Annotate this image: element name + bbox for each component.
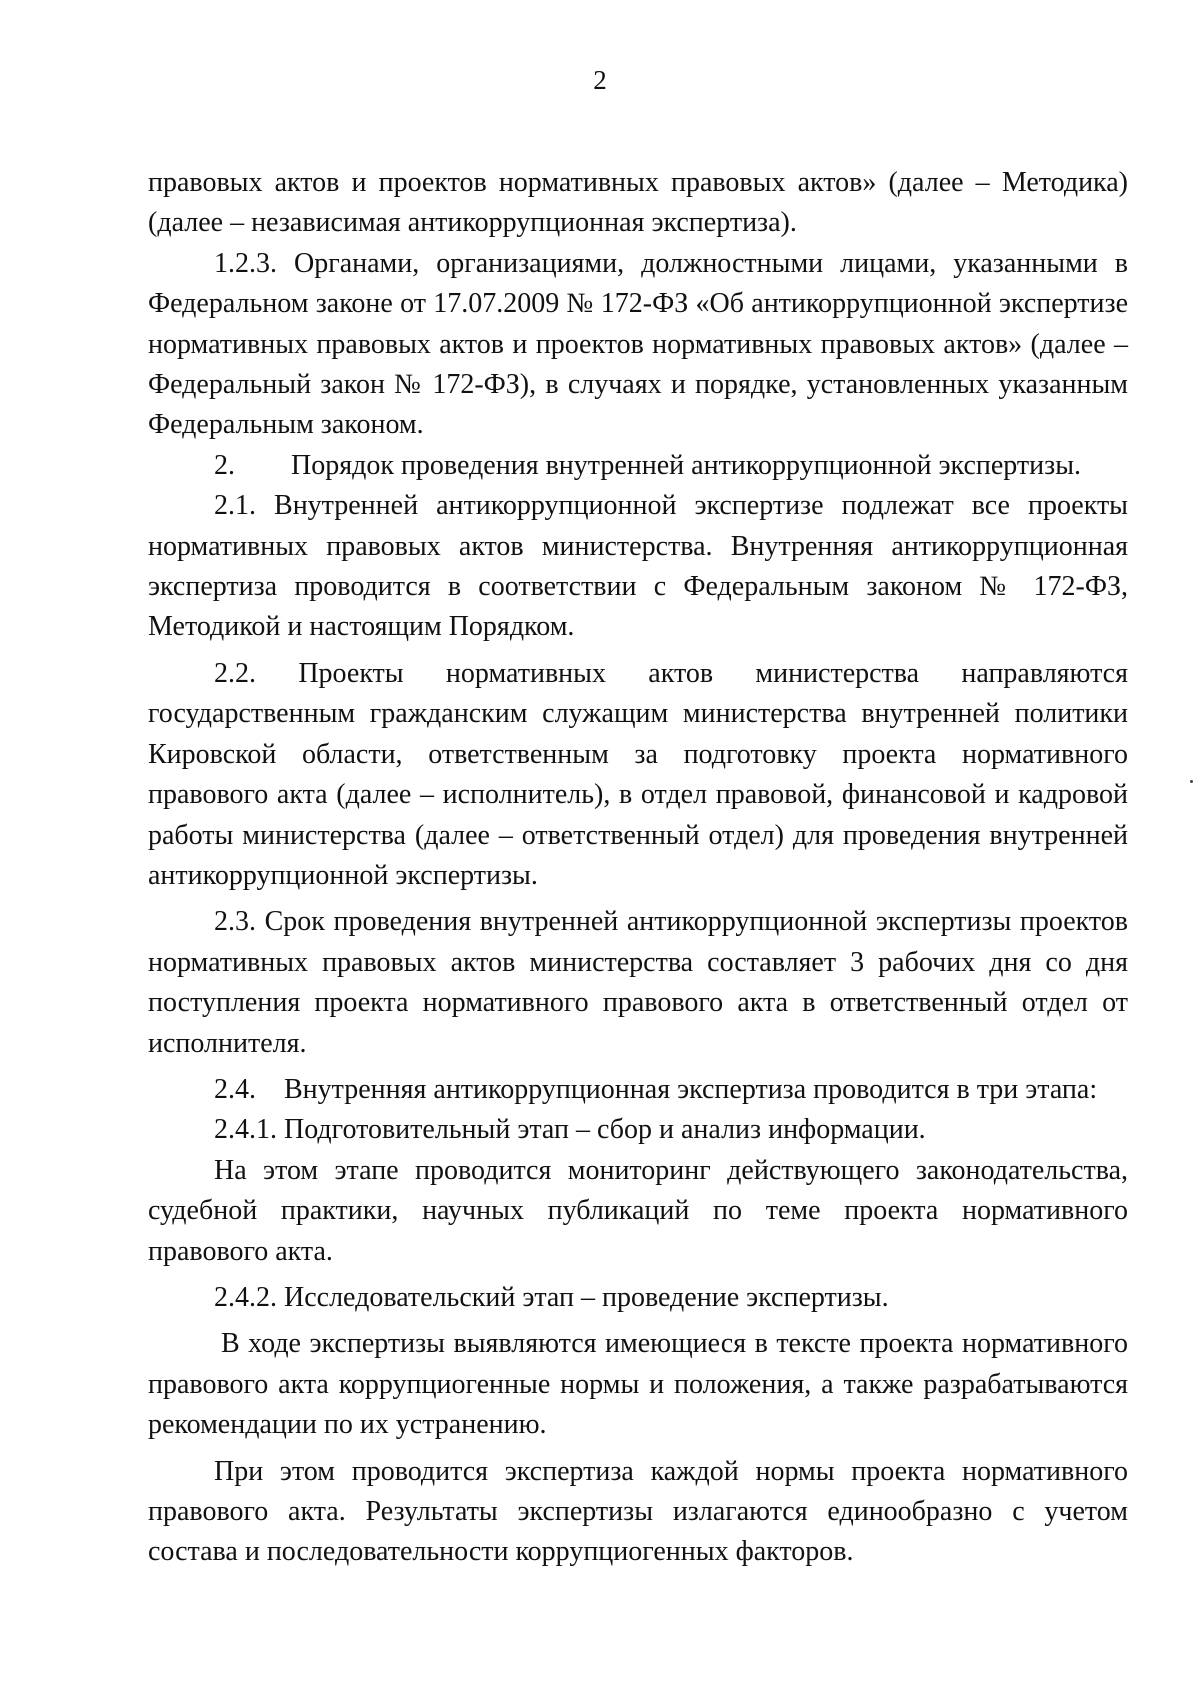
paragraph-results: При этом проводится экспертиза каждой нормы проекта нормативного правового акта. Результаты экспертизы излагаются единообразно с учетом состава и последовательности коррупциогенных факторов. bbox=[148, 1455, 1128, 1568]
paragraph-continuation: правовых актов и проектов нормативных правовых актов» (далее – Методика) (далее – независимая антикоррупционная экспертиза). bbox=[148, 167, 1128, 239]
document-body bbox=[148, 163, 1128, 1573]
section-heading-2: 2. Порядок проведения внутренней антикоррупционной экспертизы. bbox=[214, 449, 1082, 481]
paragraph-2-2: 2.2. Проекты нормативных актов министерства направляются государственным гражданским служащим министерства внутренней политики Кировской области, ответственным за подготовку проекта нормативного правового акта (далее – исполнитель), в отдел правовой, финансовой и кадровой работы министерства (далее – ответственный отдел) для проведения внутренней антикоррупционной экспертизы. bbox=[148, 657, 1128, 891]
paragraph-1-2-3: 1.2.3. Органами, организациями, должностными лицами, указанными в Федеральном законе от 17.07.2009 № 172-ФЗ «Об антикоррупционной экспертизе нормативных правовых актов и проектов нормативных правовых актов» (далее – Федеральный закон № 172-ФЗ), в случаях и порядке, установленных указанным Федеральным законом. bbox=[148, 247, 1128, 441]
paragraph-2-3: 2.3. Срок проведения внутренней антикоррупционной экспертизы проектов нормативных правовых актов министерства составляет 3 рабочих дня со дня поступления проекта нормативного правового акта в ответственный отдел от исполнителя. bbox=[148, 906, 1128, 1059]
scan-speck bbox=[1190, 780, 1193, 783]
paragraph-monitoring: На этом этапе проводится мониторинг действующего законодательства, судебной практики, научных публикаций по теме проекта нормативного правового акта. bbox=[148, 1154, 1128, 1267]
paragraph-2-4-2: 2.4.2. Исследовательский этап – проведение экспертизы. bbox=[214, 1281, 889, 1313]
paragraph-2-4-1: 2.4.1. Подготовительный этап – сбор и анализ информации. bbox=[214, 1114, 926, 1146]
page-number: 2 bbox=[593, 65, 607, 95]
paragraph-2-4: 2.4. Внутренняя антикоррупционная экспертиза проводится в три этапа: bbox=[214, 1073, 1098, 1105]
paragraph-research: В ходе экспертизы выявляются имеющиеся в тексте проекта нормативного правового акта коррупциогенные нормы и положения, а также разрабатываются рекомендации по их устранению. bbox=[148, 1328, 1128, 1441]
paragraph-2-1: 2.1. Внутренней антикоррупционной экспертизе подлежат все проекты нормативных правовых актов министерства. Внутренняя антикоррупционная экспертиза проводится в соответствии с Федеральным законом № 172-ФЗ, Методикой и настоящим Порядком. bbox=[148, 490, 1128, 643]
